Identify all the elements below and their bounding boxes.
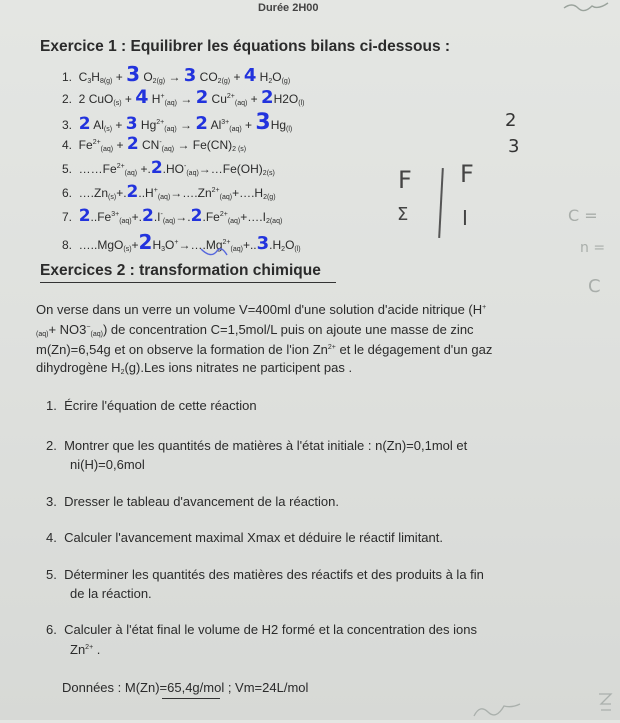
margin-note-sigma: Σ (397, 204, 409, 225)
intro-line-4: dihydrogène $H_2(g).Les$ ions nitrates ne participent pas . (36, 360, 353, 376)
exercise2-title: Exercices 2 : transformation chimique (40, 262, 321, 279)
margin-note-i: I (462, 206, 468, 230)
equation-1: 1. $C_3H_{8(g)} + 3$ $O_{2(g)} \to 3$ $CO_{2(g)} + 4$ $H_2O_{(g)}$ (62, 62, 291, 86)
equation-number: 8. (62, 238, 73, 252)
equation-number: 5. (62, 162, 73, 176)
question-4: 4. Calculer l'avancement maximal Xmax et déduire le réactif limitant. (46, 530, 443, 545)
question-3: 3. Dresser le tableau d'avancement de la réaction. (46, 494, 339, 509)
equation-8: 8. $\dots..MgO_{(s)}+2H_3O^+\to\dots.Mg^{2+}_{(aq)}+..3.H_2O_{(l)}$ (62, 230, 301, 254)
faint-note-n: n = (580, 240, 606, 256)
duration-label: Durée 2H00 (258, 2, 319, 14)
given-data: Données : M(Zn)=65,4g/mol ; Vm=24L/mol (62, 680, 309, 695)
margin-note-3: 3 (508, 136, 520, 157)
question-6: 6. Calculer à l'état final le volume de H2 formé et la concentration des ions (46, 622, 477, 637)
equation-2: 2. 2 CuO$_{(s)}$ + 4 $H^+_{(aq)} \to 2$ $Cu^{2+}_{(aq)} + 2H2O_{(l)}$ (62, 86, 305, 108)
question-6-continued: $Zn^{2+}$ . (70, 642, 101, 657)
scribble-corner (562, 0, 612, 16)
equation-number: 4. (62, 138, 73, 152)
equation-6: 6. $\dots.Zn_{(s)}+.2..H^+_{(aq)}\to\dots.Zn^{2+}_{(aq)}+\dots.H_{2(g)}$ (62, 182, 276, 202)
intro-line-2: $_{(aq)}+ NO3^-_{(aq)}$) de concentration C=1,5mol/L puis on ajoute une masse de zinc (36, 322, 474, 338)
faint-note-c2: C (588, 276, 601, 297)
equation-4: 4. $Fe^{2+}_{(aq)} + 2$ $CN^-_{(aq)} \to Fe(CN)_{2 (s)}$ (62, 134, 247, 154)
margin-divider-line (438, 168, 444, 238)
margin-note-2: 2 (505, 110, 517, 131)
bottom-corner-mark (596, 690, 616, 721)
question-5-continued: de la réaction. (70, 586, 152, 601)
question-5: 5. Déterminer les quantités des matières des réactifs et des produits à la fin (46, 567, 484, 582)
question-1: 1. Écrire l'équation de cette réaction (46, 398, 257, 413)
equation-3: 3. 2 $Al_{(s)} + 3$ $Hg^{2+}_{(aq)} \to 2$ $Al^{3+}_{(aq)} + 3Hg_{(l)}$ (62, 110, 293, 135)
question-2-continued: ni(H)=0,6mol (70, 457, 145, 472)
equation-number: 7. (62, 210, 73, 224)
question-2: 2. Montrer que les quantités de matières à l'état initiale : n(Zn)=0,1mol et (46, 438, 468, 453)
equation-number: 1. (62, 70, 73, 84)
equation-number: 3. (62, 118, 73, 132)
equation-number: 2. (62, 92, 73, 106)
equation-5: 5. $\dots\dots Fe^{2+}_{(aq)}$ $+.2.HO^-_{(aq)}\to\dots Fe(OH)_{2(s)}$ (62, 158, 275, 178)
equation-7: 7. $2..Fe^{3+}_{(aq)}+.2.I^-_{(aq)}\to.2.Fe^{2+}_{(aq)}+\dots.I_{2(aq)}$ (62, 206, 283, 226)
margin-note-f2: F (460, 160, 474, 188)
intro-line-3: m(Zn)=6,54g et on observe la formation de l'ion $Zn^{2+}$ et le dégagement d'un gaz (36, 342, 493, 357)
margin-note-f1: F (398, 166, 412, 194)
given-data-underline (162, 698, 220, 699)
exercise2-title-underline (40, 282, 336, 283)
exercise1-title: Exercice 1 : Equilibrer les équations bilans ci-dessous : (40, 38, 451, 55)
intro-line-1: On verse dans un verre un volume V=400ml d'une solution d'acide nitrique (H+ (36, 302, 487, 317)
faint-note-c: C = (568, 206, 598, 225)
equation-number: 6. (62, 186, 73, 200)
